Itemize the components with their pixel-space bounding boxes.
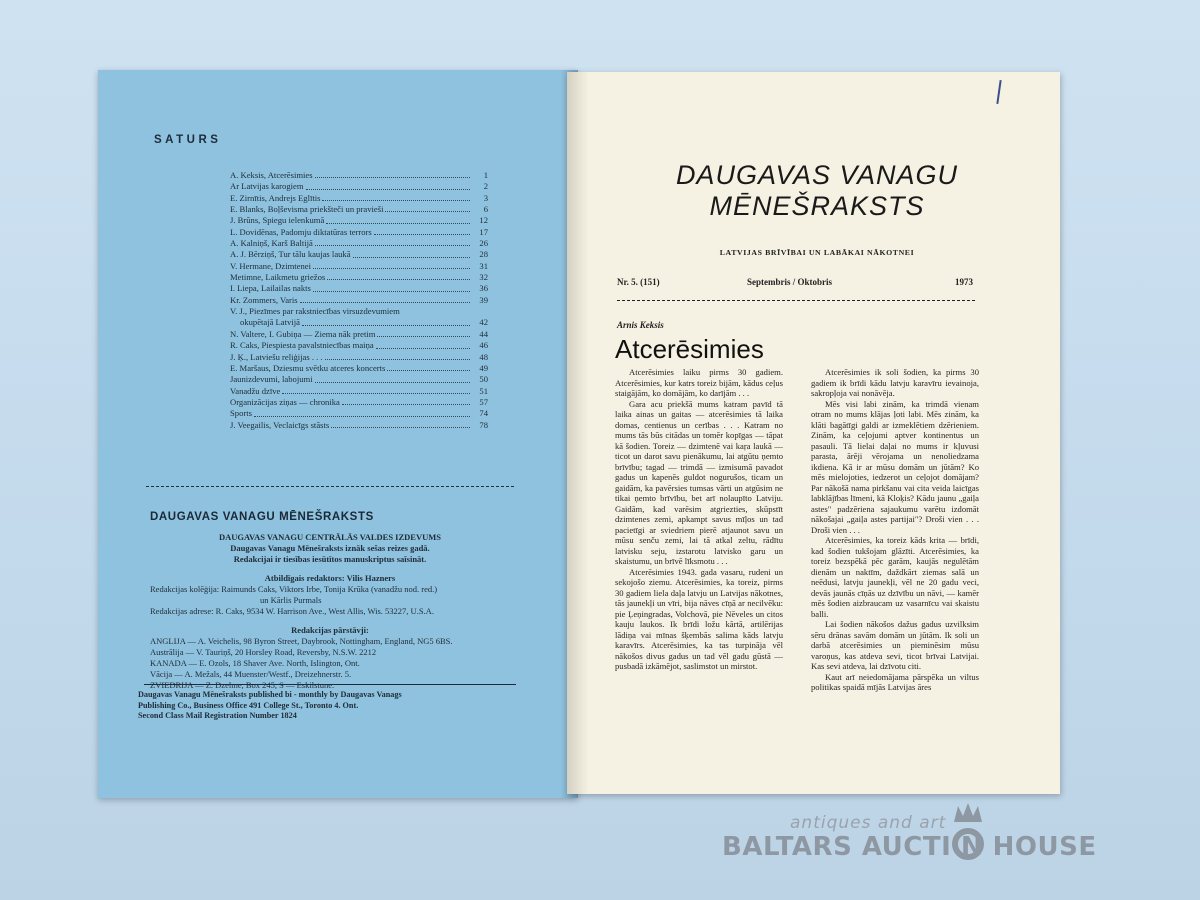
toc-entry-page: 12	[479, 215, 488, 226]
table-of-contents	[230, 170, 488, 431]
footer-line: Publishing Co., Business Office 491 College St., Toronto 4. Ont.	[138, 700, 359, 710]
toc-entry-title: Jaunizdevumi, labojumi	[230, 374, 313, 385]
toc-dot-leader	[254, 416, 470, 417]
toc-dot-leader	[385, 211, 470, 212]
toc-dot-leader	[313, 268, 470, 269]
toc-entry-title: J. Ķ., Latviešu reliģijas . . .	[230, 351, 323, 362]
toc-entry-page: 48	[479, 351, 488, 362]
toc-entry-page: 46	[479, 340, 488, 351]
contents-heading: SATURS	[154, 134, 222, 146]
toc-entry-title: Ar Latvijas karogiem	[230, 181, 304, 192]
page-gutter-shadow	[567, 72, 589, 794]
article-author: Arnis Keksis	[617, 320, 664, 330]
toc-entry-page: 6	[483, 204, 488, 215]
toc-dot-leader	[374, 234, 470, 235]
toc-entry	[230, 204, 488, 215]
toc-entry-page: 1	[483, 170, 488, 180]
toc-entry	[230, 181, 488, 192]
toc-entry-title: A. J. Bērziņš, Tur tālu kaujas laukā	[230, 249, 351, 260]
toc-entry	[230, 227, 488, 238]
toc-entry-page: 17	[479, 226, 488, 237]
article-paragraph: Mēs visi labi zinām, ka trimdā vienam otram no mums klājas ļoti labi. Mēs zinām, ka klāti bagātīgi galdi ar izmeklētiem dzērieniem. Zinām, ka ceļojumi aptver kontinentus un pasauli. Tā lielai daļai no mums ir kļuvusi parasta, ārēji vērojama un nenoliedzama ikdiena. Kā ir ar mūsu domām un jūtām? Ko mēs mielojoties, iedzerot un ceļojot domājam? Par nākošā nama pirkšanu vai cita veida laicīgas labklājības līmeni, kā Kloķis? Kādu jaunu „gaiļa astes" padzēriena sajaukumu varētu izdomāt nākošajai „gaiļa astes partijai"? Droši vien . . . Droši vien . . .	[811, 398, 979, 535]
toc-dot-leader	[315, 177, 470, 178]
toc-entry-page: 3	[483, 192, 488, 203]
toc-entry-title: Vanadžu dzīve	[230, 385, 281, 396]
toc-entry-page: 42	[479, 317, 488, 328]
toc-entry-title: N. Valtere, I. Gubiņa — Ziema nāk pretim	[230, 328, 376, 339]
toc-entry-page: 74	[479, 408, 488, 419]
toc-dot-leader	[302, 325, 470, 326]
title-line-2: MĒNEŠRAKSTS	[709, 191, 925, 221]
toc-entry-page: 39	[479, 294, 488, 305]
toc-entry-title: okupētajā Latvijā	[240, 317, 300, 328]
toc-dot-leader	[327, 279, 470, 280]
toc-dot-leader	[331, 427, 470, 428]
toc-entry-title: E. Zirnītis, Andrejs Eglītis	[230, 192, 321, 203]
toc-entry	[230, 374, 488, 385]
publisher-line: DAUGAVAS VANAGU CENTRĀLĀS VALDES IZDEVUMS	[218, 532, 441, 542]
toc-entry-title: Organizācijas ziņas — chronika	[230, 396, 340, 407]
toc-dot-leader	[342, 404, 470, 405]
article-paragraph: Atcerēsimies 1943. gada vasaru, rudeni un sekojošo ziemu. Atcerēsimies, ka toreiz, pirms 30 gadiem liela daļa latvju un Latvijas nākotnes, tās jaunekļi un vīri, bija nāves cīņā ar necilvēku: pie Ļeņingradas, Volchovā, pie Nēveles un citos kauju laukos. Ik brīdi ložu kārtā, artilērijas lādiņa vai mīnas šķembās salima kāds latvju karavīrs. Atcerēsimies, ka tas turpināja vēl nākošos divus gadus un tad vēl gadu gūstā — pusbadā izkāmējot, saslimstot un mirstot.	[615, 566, 783, 671]
title-line-1: DAUGAVAS VANAGU	[675, 160, 959, 190]
crown-logo-icon	[950, 800, 986, 860]
magazine-subtitle: LATVIJAS BRĪVĪBAI UN LABĀKAI NĀKOTNEI	[719, 248, 915, 257]
toc-dot-leader	[315, 245, 470, 246]
toc-entry-page: 28	[479, 249, 488, 260]
toc-entry-page: 44	[479, 328, 488, 339]
toc-entry	[230, 272, 488, 283]
article-paragraph: Atcerēsimies laiku pirms 30 gadiem. Atcerēsimies, kur katrs toreiz bijām, kādus ceļus staigājām, ko domājām, ko darījām . . .	[615, 367, 783, 398]
toc-dot-leader	[282, 393, 470, 394]
issue-number: Nr. 5. (151)	[617, 277, 660, 287]
toc-dot-leader	[326, 223, 470, 224]
publication-footer	[138, 690, 518, 722]
footer-line: Daugavas Vanagu Mēnešraksts published bi - monthly by Daugavas Vanags	[138, 690, 402, 699]
toc-entry	[230, 215, 488, 226]
toc-entry-title: A. Keksis, Atcerēsimies	[230, 170, 313, 180]
toc-entry	[230, 306, 488, 317]
toc-dot-leader	[306, 189, 470, 190]
toc-dot-leader	[315, 382, 470, 383]
toc-entry	[230, 386, 488, 397]
left-page-back-cover	[98, 70, 578, 798]
toc-entry-title: L. Dovidēnas, Padomju diktatūras terrors	[230, 226, 372, 237]
footer-divider	[144, 684, 516, 685]
board-line: Redakcijas kolēģija: Raimunds Caks, Viktors Irbe, Tonija Krūka (vanadžu nod. red.)	[150, 584, 438, 594]
footer-line: Second Class Mail Registration Number 1824	[138, 711, 297, 721]
toc-entry	[230, 352, 488, 363]
representative-line: ZVIEDRIJA — Z. Dzelme, Box 245, S — Eskilstune.	[150, 680, 335, 690]
right-page-magazine-front	[567, 72, 1060, 794]
toc-entry	[230, 420, 488, 431]
toc-entry-title: Metimne, Laikmetu griežos	[230, 272, 326, 283]
board-line-2: un Kārlis Purmals	[260, 595, 322, 605]
representatives-list	[150, 636, 510, 691]
toc-entry-page: 51	[479, 385, 488, 396]
toc-entry-page: 49	[479, 362, 488, 373]
masthead: DAUGAVAS VANAGU MĒNEŠRAKSTS	[150, 511, 374, 523]
toc-entry-title: J. Brūns, Spiegu ielenkumā	[230, 215, 325, 226]
toc-entry-page: 36	[479, 283, 488, 294]
toc-entry-page: 50	[479, 374, 488, 385]
watermark-tagline: antiques and art	[790, 813, 947, 833]
toc-entry	[230, 295, 488, 306]
representative-line: Vācija — A. Mežals, 44 Muenster/Westf., Dreizehnerstr. 5.	[150, 669, 352, 679]
article-column-1	[615, 367, 783, 672]
article-column-2	[811, 367, 979, 693]
toc-entry	[230, 193, 488, 204]
toc-dot-leader	[377, 336, 470, 337]
toc-dot-leader	[322, 200, 470, 201]
toc-entry-title: Kr. Zommers, Varis	[230, 294, 298, 305]
toc-dot-leader	[376, 348, 470, 349]
toc-entry-page: 78	[479, 419, 488, 430]
toc-dot-leader	[325, 359, 470, 360]
toc-entry	[230, 408, 488, 419]
representative-line: Austrālija — V. Tauriņš, 20 Horsley Road, Reversby, N.S.W. 2212	[150, 647, 377, 657]
toc-entry-page: 2	[483, 181, 488, 192]
dashed-divider	[617, 300, 975, 301]
frequency-line: Daugavas Vanagu Mēnešraksts iznāk sešas reizes gadā.	[230, 543, 430, 553]
article-paragraph: Gara acu priekšā mums katram pavīd tā laika ainas un gaitas — atcerēsimies tā laika domas, centienus un cerības . . . Katram no mums tās būs citādas un tomēr kopīgas — tāpat kā šodien. Toreiz — dzimtenē vai kaŗa laukā — ticot un darot savu pienākumu, lai atgūtu ņemto brīvību; tagad — trimdā — izmisumā pavadot gadus un kapenēs guldot nogurušos, ticam un gaidām, ka pavērsies tumsas vārti un atgūsim ne tikai ņemto brīvību, bet arī nolaupīto Latviju. Gaidām, kad varēsim atgriezties, skūpstīt dzimtenes zemi, apkampt savus mīļos un tad pacietīgi ar sviedriem pierē atjaunot savu un mūsu senču zemi, lai tā atkal zeltu, rādītu latvisku seju, izstarotu latvisko garu un skaistumu, un brīvē līksmotu . . .	[615, 398, 783, 566]
representative-line: ANGLIJA — A. Veichelis, 98 Byron Street, Daybrook, Nottingham, England, NG5 6BS.	[150, 636, 453, 646]
issue-months: Septembris / Oktobris	[747, 277, 833, 287]
toc-dot-leader	[387, 370, 470, 371]
toc-entry-title: E. Maršaus, Dziesmu svētku atceres koncerts	[230, 362, 386, 373]
toc-dot-leader	[353, 257, 470, 258]
toc-dot-leader	[300, 302, 470, 303]
toc-entry-title: I. Liepa, Lailailas nakts	[230, 283, 311, 294]
watermark-brand: BALTARS AUCTI N HOUSE	[722, 832, 1097, 862]
toc-entry	[230, 340, 488, 351]
article-paragraph: Lai šodien nākošos dažus gadus uzvilksim sēru drānas savām domām un jūtām. Ik soli un darbā atcerēsimies un pieminēsim mūsu varoņus, kas atdeva sevi, ticot brīvai Latvijai. Kas sevi atdeva, lai dzīvotu citi.	[811, 619, 979, 671]
magazine-title	[607, 160, 1027, 222]
toc-entry-title: V. J., Piezīmes par rakstniecības virsuzdevumiem	[230, 306, 400, 317]
toc-entry	[230, 283, 488, 294]
toc-entry	[230, 317, 488, 328]
toc-dot-leader	[313, 291, 470, 292]
pen-mark	[996, 80, 1001, 104]
rights-line: Redakcijai ir tiesības iesūtītos manuskriptus saīsināt.	[233, 554, 427, 564]
editor-line: Atbildīgais redaktors: Vilis Hazners	[264, 573, 396, 583]
toc-entry	[230, 170, 488, 181]
imprint-block	[150, 532, 510, 691]
article-paragraph: Atcerēsimies, ka toreiz kāds krita — brīdi, kad šodien tukšojam glāzīti. Atcerēsimies, ka toreiz bezspēkā pēc garām, kaujās negulētām dienām un naktīm, daždkārt ziemas salā un neēdusi, latvju jaunekļi, vēl ne 20 gadu veci, devās jaunās cīņās uz dzīvību un nāvi, — kamēr mēs šodien aizbraucam uz vasarnīcu vai skaistu balli.	[811, 535, 979, 619]
article-title: Atcerēsimies	[615, 334, 764, 364]
representative-line: KANADA — E. Ozols, 18 Shaver Ave. North, Islington, Ont.	[150, 658, 360, 668]
article-paragraph: Kaut arī neiedomājama pārspēka un viltus politikas spaidā mījās Latvijas āres	[811, 671, 979, 692]
dashed-divider	[146, 486, 514, 487]
toc-entry	[230, 261, 488, 272]
toc-entry-page: 26	[479, 238, 488, 249]
toc-entry	[230, 238, 488, 249]
address-line: Redakcijas adrese: R. Caks, 9534 W. Harrison Ave., West Allis, Wis. 53227, U.S.A.	[150, 606, 434, 616]
toc-entry-title: Sports	[230, 408, 252, 419]
toc-entry-page: 31	[479, 260, 488, 271]
toc-entry-title: A. Kalniņš, Karš Baltijā	[230, 238, 313, 249]
toc-entry	[230, 249, 488, 260]
article-paragraph: Atcerēsimies ik soli šodien, ka pirms 30 gadiem ik brīdi kādu latvju karavīru ievainoja, sakropļoja vai nonāvēja.	[811, 367, 979, 398]
toc-entry-title: V. Hermane, Dzimtenei	[230, 260, 311, 271]
representatives-heading: Redakcijas pārstāvji:	[291, 625, 369, 635]
toc-entry-page: 57	[479, 396, 488, 407]
toc-entry-page: 32	[479, 272, 488, 283]
toc-entry-title: R. Caks, Piespiesta pavalstniecības maiņa	[230, 340, 374, 351]
issue-year: 1973	[955, 277, 973, 287]
toc-entry-title: E. Blanks, Boļševisma priekšteči un pravieši	[230, 204, 384, 215]
toc-entry-title: J. Veegailis, Veclaicīgs stāsts	[230, 419, 330, 430]
toc-entry	[230, 329, 488, 340]
toc-entry	[230, 363, 488, 374]
toc-entry	[230, 397, 488, 408]
